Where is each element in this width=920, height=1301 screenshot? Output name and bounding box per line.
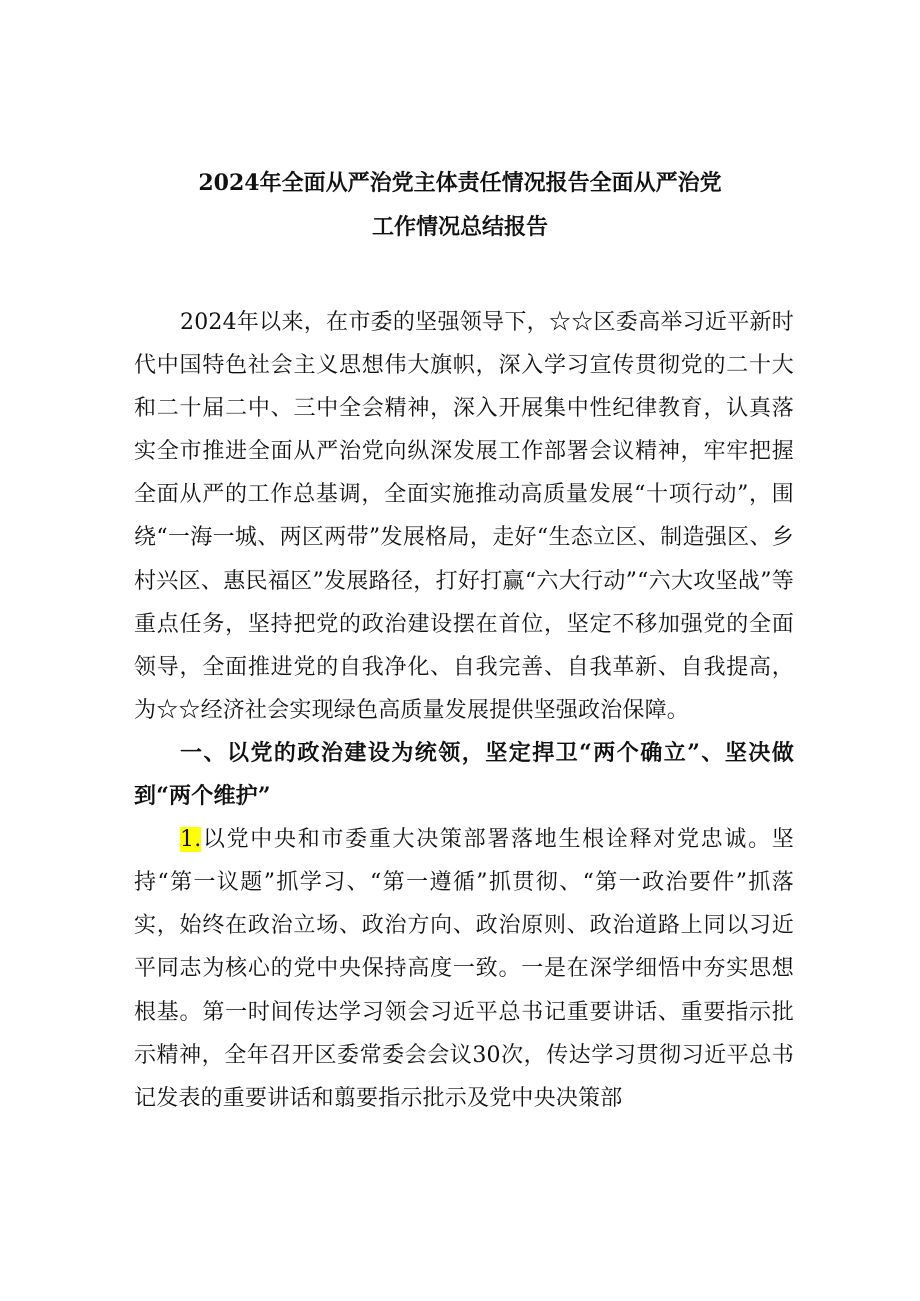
document-title-line2: 工作情况总结报告 [371,214,548,240]
document-body [134,301,794,1120]
document-title-line1: 2024年全面从严治党主体责任情况报告全面从严治党 [198,170,722,196]
item1-paragraph [134,818,794,1120]
section1-heading: 一、以党的政治建设为统领，坚定捍卫“两个确立”、坚决做到“两个维护” [134,739,794,810]
item1-number: 1. [180,827,202,853]
intro-paragraph: 2024年以来，在市委的坚强领导下，☆☆区委高举习近平新时代中国特色社会主义思想伟大旗帜，深入学习宣传贯彻党的二十大和二十届二中、三中全会精神，深入开展集中性纪律教育，认真落实全市推进全面从严治党向纵深发展工作部署会议精神，牢牢把握全面从严的工作总基调，全面实施推动高质量发展“十项行动”，围绕“一海一城、两区两带”发展格局，走好“生态立区、制造强区、乡村兴区、惠民福区”发展路径，打好打赢“六大行动”“六大攻坚战”等重点任务，坚持把党的政治建设摆在首位，坚定不移加强党的全面领导，全面推进党的自我净化、自我完善、自我革新、自我提高，为☆☆经济社会实现绿色高质量发展提供坚强政治保障。 [134,310,794,723]
item1-text: 以党中央和市委重大决策部署落地生根诠释对党忠诚。坚持“第一议题”抓学习、“第一遵循”抓贯彻、“第一政治要件”抓落实，始终在政治立场、政治方向、政治原则、政治道路上同以习近平同志为核心的党中央保持高度一致。一是在深学细悟中夯实思想根基。第一时间传达学习领会习近平总书记重要讲话、重要指示批示精神，全年召开区委常委会会议30次，传达学习贯彻习近平总书记发表的重要讲话和翦要指示批示及党中央决策部 [134,827,794,1111]
